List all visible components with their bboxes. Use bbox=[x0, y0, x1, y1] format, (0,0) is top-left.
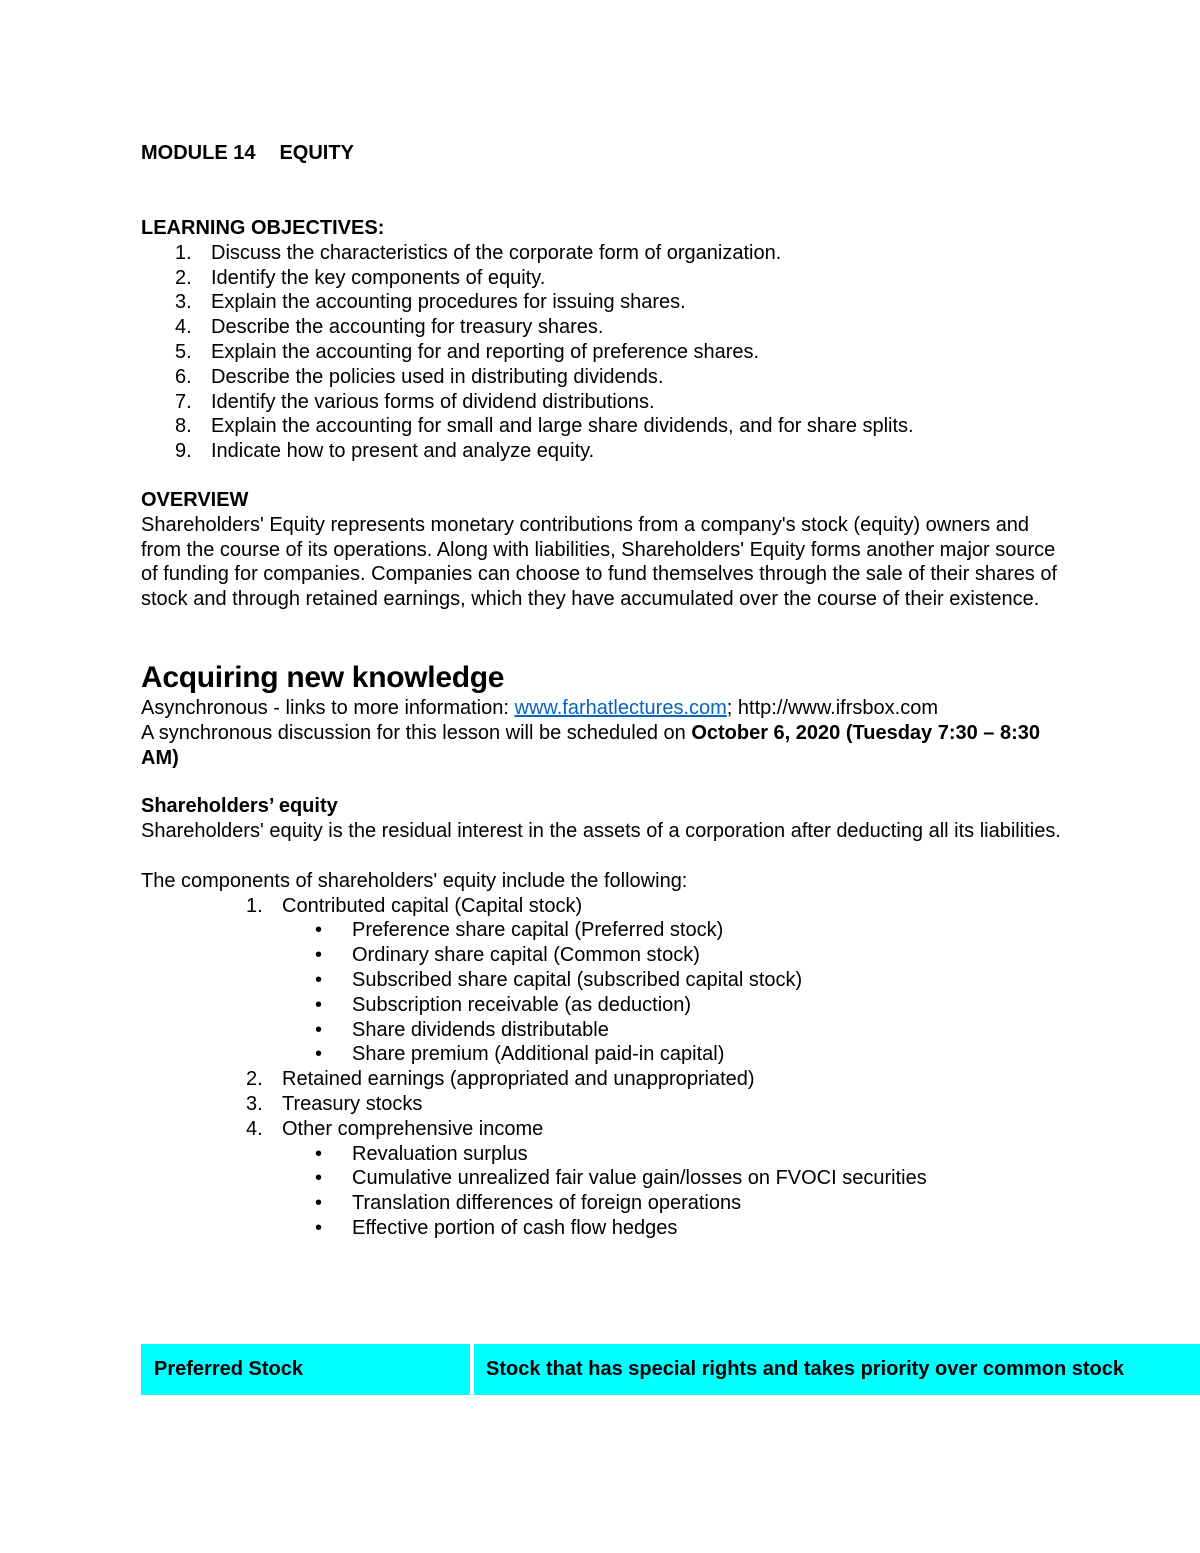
subitem-text: Revaluation surplus bbox=[352, 1142, 528, 1165]
bullet-icon: • bbox=[315, 1192, 323, 1215]
component-label: Treasury stocks bbox=[282, 1092, 423, 1115]
objective-text: Describe the policies used in distributing dividends. bbox=[211, 365, 664, 388]
table-term-cell: Preferred Stock bbox=[141, 1344, 470, 1395]
bullet-icon: • bbox=[315, 944, 323, 967]
objective-number: 4. bbox=[175, 316, 192, 339]
links-line bbox=[141, 696, 1141, 721]
subitem-text: Effective portion of cash flow hedges bbox=[352, 1216, 678, 1239]
subitem-text: Share premium (Additional paid-in capital) bbox=[352, 1043, 725, 1066]
bullet-icon: • bbox=[315, 1167, 323, 1190]
link-separator: ; bbox=[726, 696, 738, 719]
component-item bbox=[141, 894, 1141, 919]
component-item bbox=[141, 1067, 1141, 1092]
objective-text: Explain the accounting for and reporting of preference shares. bbox=[211, 340, 760, 363]
component-number: 2. bbox=[246, 1068, 263, 1091]
objective-number: 7. bbox=[175, 390, 192, 413]
objective-item bbox=[141, 266, 1141, 291]
subitem-text: Share dividends distributable bbox=[352, 1018, 609, 1041]
component-number: 3. bbox=[246, 1092, 263, 1115]
component-label: Other comprehensive income bbox=[282, 1117, 544, 1140]
objective-number: 9. bbox=[175, 440, 192, 463]
component-item bbox=[141, 1117, 1141, 1142]
component-subitem bbox=[141, 993, 1141, 1018]
objective-item bbox=[141, 439, 1141, 464]
objective-text: Identify the key components of equity. bbox=[211, 266, 546, 289]
objective-number: 8. bbox=[175, 415, 192, 438]
bullet-icon: • bbox=[315, 1043, 323, 1066]
learning-objectives-list bbox=[141, 241, 1141, 464]
overview-heading: OVERVIEW bbox=[141, 488, 249, 511]
module-number: MODULE 14 bbox=[141, 142, 256, 164]
objective-number: 2. bbox=[175, 266, 192, 289]
acquiring-heading: Acquiring new knowledge bbox=[141, 660, 505, 694]
objective-item bbox=[141, 315, 1141, 340]
objective-number: 6. bbox=[175, 365, 192, 388]
ifrsbox-link: http://www.ifrsbox.com bbox=[737, 696, 938, 719]
subitem-text: Cumulative unrealized fair value gain/losses on FVOCI securities bbox=[352, 1167, 927, 1190]
objective-text: Explain the accounting procedures for issuing shares. bbox=[211, 291, 686, 314]
component-item bbox=[141, 1092, 1141, 1117]
component-subitem bbox=[141, 1166, 1141, 1191]
bullet-icon: • bbox=[315, 1216, 323, 1239]
subitem-text: Translation differences of foreign operations bbox=[352, 1192, 742, 1215]
farhat-lectures-link[interactable]: www.farhatlectures.com bbox=[514, 696, 727, 719]
subitem-text: Ordinary share capital (Common stock) bbox=[352, 944, 700, 967]
overview-paragraph: Shareholders' Equity represents monetary contributions from a company's stock (equity) owners and from the course of its operations. Along with liabilities, Shareholders' Equity forms another major source of funding for companies. Companies can choose to fund themselves through the sale of their shares of stock and through retained earnings, which they have accumulated over the course of their existence. bbox=[141, 513, 1058, 611]
shareholders-equity-heading: Shareholders’ equity bbox=[141, 795, 338, 818]
component-subitem bbox=[141, 1018, 1141, 1043]
objective-text: Discuss the characteristics of the corporate form of organization. bbox=[211, 241, 782, 264]
bullet-icon: • bbox=[315, 919, 323, 942]
component-number: 4. bbox=[246, 1117, 263, 1140]
subitem-text: Preference share capital (Preferred stock) bbox=[352, 919, 724, 942]
document-page bbox=[141, 141, 1141, 1241]
objective-item bbox=[141, 241, 1141, 266]
module-name: EQUITY bbox=[279, 142, 354, 164]
component-label: Retained earnings (appropriated and unappropriated) bbox=[282, 1068, 755, 1091]
subitem-text: Subscribed share capital (subscribed capital stock) bbox=[352, 968, 803, 991]
component-subitem bbox=[141, 968, 1141, 993]
objective-item bbox=[141, 414, 1141, 439]
bullet-icon: • bbox=[315, 1142, 323, 1165]
learning-objectives-heading: LEARNING OBJECTIVES: bbox=[141, 217, 385, 239]
objective-number: 5. bbox=[175, 340, 192, 363]
sync-date: October 6, 2020 (Tuesday 7:30 – 8:30 AM) bbox=[141, 721, 1041, 769]
subitem-text: Subscription receivable (as deduction) bbox=[352, 993, 692, 1016]
objective-text: Describe the accounting for treasury shares. bbox=[211, 316, 604, 339]
objective-text: Indicate how to present and analyze equity. bbox=[211, 440, 595, 463]
component-subitem bbox=[141, 918, 1141, 943]
component-subitem bbox=[141, 1216, 1141, 1241]
module-title bbox=[141, 141, 1141, 166]
objective-number: 1. bbox=[175, 241, 192, 264]
bullet-icon: • bbox=[315, 1018, 323, 1041]
objective-item bbox=[141, 365, 1141, 390]
component-subitem bbox=[141, 1191, 1141, 1216]
objective-number: 3. bbox=[175, 291, 192, 314]
objective-item bbox=[141, 390, 1141, 415]
component-number: 1. bbox=[246, 894, 263, 917]
objective-item bbox=[141, 290, 1141, 315]
definition-table bbox=[141, 1344, 1200, 1395]
sync-prefix: A synchronous discussion for this lesson will be scheduled on bbox=[141, 721, 692, 744]
component-label: Contributed capital (Capital stock) bbox=[282, 894, 583, 917]
shareholders-equity-definition: Shareholders' equity is the residual interest in the assets of a corporation after deducting all its liabilities. bbox=[141, 820, 1061, 843]
component-subitem bbox=[141, 1142, 1141, 1167]
table-definition-cell: Stock that has special rights and takes priority over common stock bbox=[474, 1344, 1200, 1395]
objective-text: Identify the various forms of dividend distributions. bbox=[211, 390, 655, 413]
objective-text: Explain the accounting for small and large share dividends, and for share splits. bbox=[211, 415, 914, 438]
component-subitem bbox=[141, 1042, 1141, 1067]
links-prefix: Asynchronous - links to more information: bbox=[141, 696, 515, 719]
components-intro: The components of shareholders' equity include the following: bbox=[141, 869, 688, 892]
bullet-icon: • bbox=[315, 993, 323, 1016]
bullet-icon: • bbox=[315, 968, 323, 991]
components-list bbox=[141, 894, 1141, 1241]
sync-discussion-line bbox=[141, 721, 1066, 771]
component-subitem bbox=[141, 943, 1141, 968]
objective-item bbox=[141, 340, 1141, 365]
